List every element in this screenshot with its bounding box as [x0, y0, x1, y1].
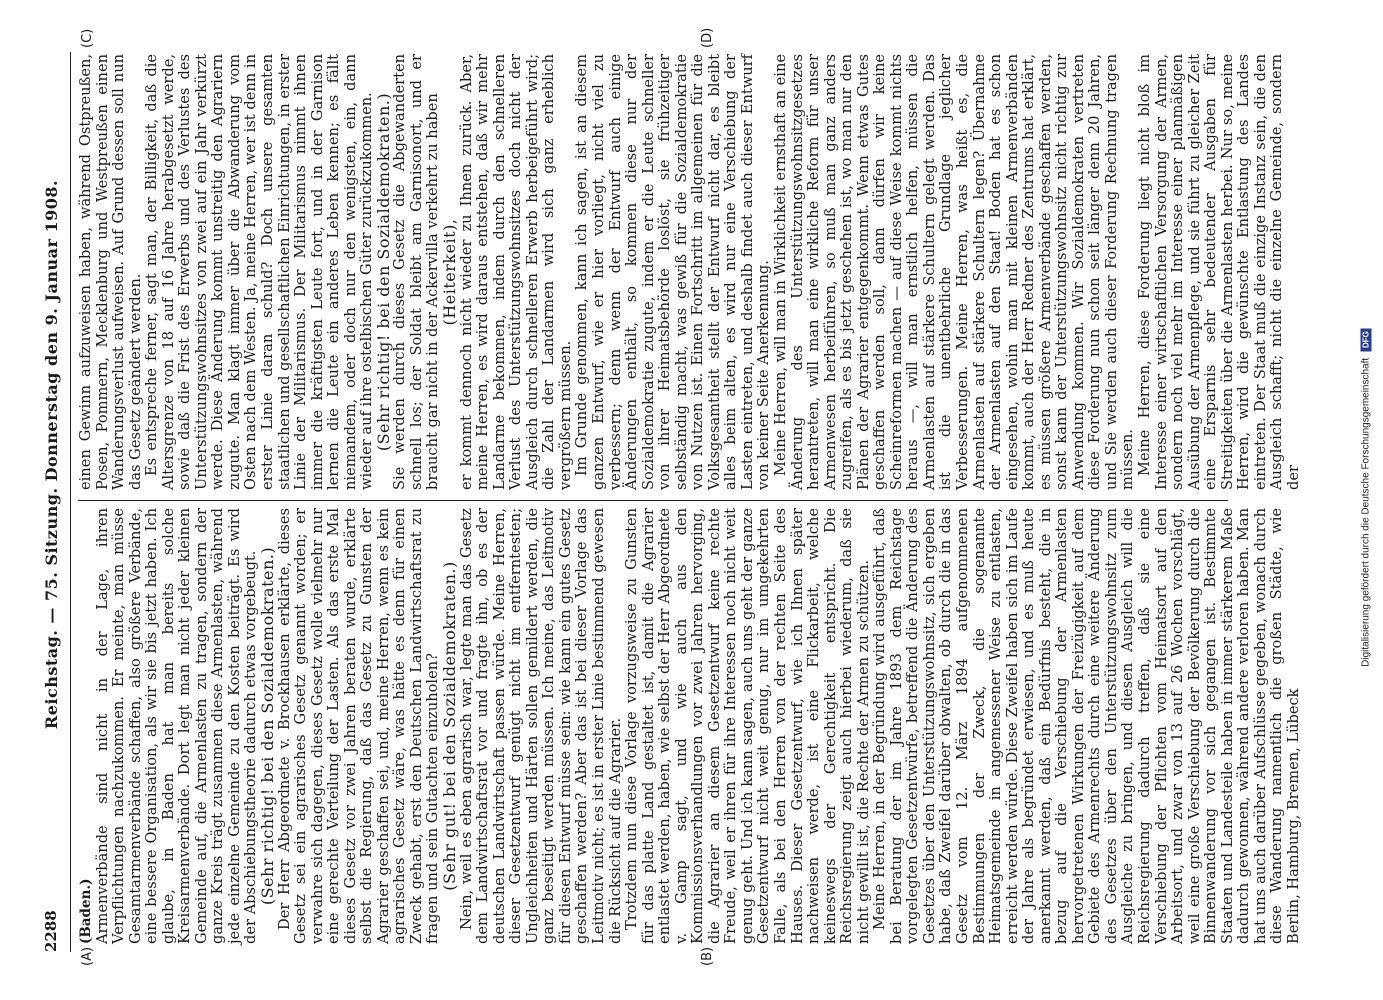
margin-marker-a: (A) — [80, 946, 95, 966]
header-rule — [70, 52, 71, 952]
paragraph: Meine Herren, in der Begründung wird ausgeführt, daß bei Beratung der im Jahre 1893 dem Reichstage vorgelegten Gesetzentwürfe, betreffend die Änderung des Gesetzes über den Unterstützungswohnsitz, sich ergeben habe, daß Zweifel darüber obwalten, ob durch die in das Gesetz vom 12. März 1894 aufgenommenen Bestimmungen der Zweck, die sogenannte Heimatsgemeinde in angemessener Weise zu entlasten, erreicht werden würde. Diese Zweifel haben sich im Laufe der Jahre als begründet erwiesen, und es muß heute anerkannt werden, daß ein Bedürfnis besteht, die in bezug auf die Verschiebung der Armenlasten hervorgetretenen Wirkungen der Freizügigkeit auf dem Gebiete des Armenrechts durch eine weitere Änderung des Gesetzes über den Unterstützungswohnsitz zum Ausgleiche zu bringen, und diesen Ausgleich will die Reichsregierung dadurch treffen, daß sie eine Verschiebung der Pflichten vom Heimatsort auf den Arbeitsort, und zwar von 13 auf 26 Wochen vorschlägt, weil eine große Verschiebung der Bevölkerung durch die Binnenwanderung vor sich gegangen ist. Bestimmte Staaten und Landesteile haben in immer stärkerem Maße dadurch gewonnen, während andere verloren haben. Man hat uns auch darüber Aufschlüsse gegeben, wonach durch diese Wanderung namentlich die großen Städte, wie Berlin, Hamburg, Bremen, Lübeck — [871, 508, 1302, 944]
margin-marker-b: (B) — [700, 946, 715, 966]
margin-marker-c: (C) — [80, 28, 95, 48]
left-column — [78, 508, 1302, 944]
paragraph: einen Gewinn aufzuweisen haben, während Ostpreußen, Posen, Pommern, Mecklenburg und Westpreußen einen Wanderungsverlust aufweisen. Auf Grund dessen soll nun das Gesetz geändert werden. — [77, 54, 144, 490]
paragraph: Armenverbände sind nicht in der Lage, ihren Verpflichtungen nachzukommen. Er meinte, man müsse Gesamtarmenverbände schaffen, also größere Verbände, eine bessere Organisation, als wir sie bis jetzt haben. Ich glaube, in Baden hat man bereits solche Kreisarmenverbände. Dort legt man nicht jeder kleinen Gemeinde auf, die Armenlasten zu tragen, sondern der ganze Kreis trägt zusammen diese Armenlasten, während jede einzelne Gemeinde zu den Kosten beiträgt. Es wird der Abschiebungstheorie dadurch etwas vorgebeugt. — [93, 508, 260, 944]
paragraph: Der Herr Abgeordnete v. Brockhausen erklärte, dieses Gesetz sei ein agrarisches Gesetz genannt worden; er verwahre sich dagegen, dieses Gesetz wolle vielmehr nur eine gerechte Verteilung der Lasten. Als das erste Mal dieses Gesetz vor zwei Jahren beraten wurde, erklärte selbst die Regierung, daß das Gesetz zu Gunsten der Agrarier geschaffen sei, und, meine Herren, wenn es kein agrarisches Gesetz wäre, was hätte es denn für einen Zweck gehabt, erst den Deutschen Landwirtschaftsrat zu fragen und sein Gutachten einzuholen? — [275, 508, 442, 944]
interjection: (Sehr gut! bei den Sozialdemokraten.) — [440, 561, 460, 891]
margin-marker-d: (D) — [700, 27, 715, 48]
paragraph: Im Grunde genommen, kann ich sagen, ist an diesem ganzen Entwurf, wie er hier vorliegt, nicht viel zu verbessern; denn wenn der Entwurf auch einige Änderungen enthält, so kommen diese nur der Sozialdemokratie zugute, indem er die Leute schneller von ihrer Heimatsbehörde loslöst, sie frühzeitiger selbständig macht, was gewiß für die Sozialdemokratie von Nutzen ist. Einen Fortschritt im allgemeinen für die Volksgesamtheit stellt der Entwurf nicht dar, es bleibt alles beim alten, es wird nur eine Verschiebung der Lasten eintreten, und deshalb findet auch dieser Entwurf von keiner Seite Anerkennung. — [573, 54, 773, 490]
paragraph: Es entspreche ferner, sagt man, der Billigkeit, daß die Altersgrenze von 18 auf 16 Jahre herabgesetzt werde, sowie daß die Frist des Erwerbs und des Verlustes des Unterstützungswohnsitzes von zwei auf ein Jahr verkürzt werde. Diese Änderung kommt unstreitig den Agrariern zugute. Man klagt immer über die Abwanderung vom Osten nach dem Westen. Ja, meine Herren, wer ist denn in erster Linie daran schuld? Doch unsere gesamten staatlichen und gesellschaftlichen Einrichtungen, in erster Linie der Militarismus. Der Militarismus nimmt ihnen immer die kräftigsten Leute fort, und in der Garnison lernen die Leute ein anderes Leben kennen; es fällt niemandem, oder doch nur den wenigsten, ein, dann wieder auf ihre ostelbischen Güter zurückzukommen. — [143, 54, 376, 490]
paragraph: Nein, weil es eben agrarisch war, legte man das Gesetz dem Landwirtschaftsrat vor und fragte ihn, ob es der deutschen Landwirtschaft passen würde. Meine Herren, dieser Gesetzentwurf genügt nicht im entferntesten; Ungleichheiten und Härten sollen gemildert werden, die ganz beseitigt werden müssen. Ich meine, das Leitmotiv für diesen Entwurf müsse sein: wie kann ein gutes Gesetz geschaffen werden? Aber das ist bei dieser Vorlage das Leitmotiv nicht; es ist in erster Linie bestimmend gewesen die Rücksicht auf die Agrarier. — [457, 508, 624, 944]
page-header — [42, 52, 66, 952]
interjection: (Heiterkeit), — [440, 218, 460, 326]
section-label: (Baden.) — [78, 878, 94, 944]
running-head: Reichstag. — 75. Sitzung. Donnerstag den 9. Januar 1908. — [42, 179, 61, 730]
column-divider — [78, 500, 1228, 501]
interjection: (Sehr richtig! bei den Sozialdemokraten.) — [258, 546, 278, 906]
paragraph: Meine Herren, diese Forderung liegt nicht bloß im Interesse einer wirtschaftlichen Versorgung der Armen, sondern noch viel mehr im Interesse einer planmäßigen Ausübung der Armenpflege, und sie führt zu gleicher Zeit eine Ersparnis sehr bedeutender Ausgaben für Streitigkeiten über die Armenlasten herbei. Nur so, meine Herren, wird die gewünschte Entlastung des Landes eintreten. Der Staat muß die einzige Instanz sein, die den Ausgleich schafft; nicht die einzelne Gemeinde, sondern der — [1136, 54, 1302, 490]
page-number: 2288 — [42, 910, 60, 952]
dfg-logo: DFG — [1361, 328, 1372, 351]
interjection: (Sehr richtig! bei den Sozialdemokraten.) — [373, 92, 393, 452]
paragraph: Trotzdem nun diese Vorlage vorzugsweise zu Gunsten für das platte Land gestaltet ist, damit die Agrarier entlastet werden, haben, wie selbst der Herr Abgeordnete v. Gamp sagt, und wie auch aus den Kommissionsverhandlungen vor zwei Jahren hervorging, die Agrarier an diesem Gesetzentwurf keine rechte Freude, weil er ihren für ihre Interessen noch nicht weit genug geht. Und ich kann sagen, auch uns geht der ganze Gesetzentwurf nicht weit genug, nur im umgekehrten Falle, als bei den Herren von der rechten Seite des Hauses. Dieser Gesetzentwurf, wie ich Ihnen später nachweisen werde, ist eine Flickarbeit, welche keineswegs der Gerechtigkeit entspricht. Die Reichsregierung zeigt auch hierbei wiederum, daß sie nicht gewillt ist, die Rechte der Armen zu schützen. — [623, 508, 872, 944]
digitization-credit: Digitalisierung gefördert durch die Deutsche Forschungsgemeinschaft — [1360, 357, 1372, 667]
paragraph: er kommt dennoch nicht wieder zu Ihnen zurück. Aber, meine Herren, es wird daraus entstehen, daß wir mehr Landarme bekommen, indem durch den schnelleren Verlust des Unterstützungswohnsitzes doch nicht der Ausgleich durch schnelleren Erwerb herbeigeführt wird; die Zahl der Landarmen wird sich ganz erheblich vergrößern müssen. — [457, 54, 574, 490]
right-column — [78, 54, 1302, 490]
paragraph: Meine Herren, will man in Wirklichkeit ernsthaft an eine Änderung des Unterstützungswohnsitzgesetzes herantreten, will man eine wirkliche Reform für unser Armenwesen herbeiführen, so muß man ganz anders zugreifen, als es bis jetzt geschehen ist, wo man nur den Plänen der Agrarier entgegenkommt. Wenn etwas Gutes geschaffen werden soll, dann dürfen wir keine Scheinreformen machen — auf diese Weise kommt nichts heraus —, will man ernstlich helfen, müssen die Armenlasten auf stärkere Schultern gelegt werden. Das ist die unentbehrliche Grundlage jeglicher Verbesserungen. Meine Herren, was heißt es, die Armenlasten auf stärkere Schultern legen? Übernahme der Armenlasten auf den Staat! Boden hat es schon eingesehen, wohin man mit kleinen Armenverbänden kommt, auch der Herr Redner des Zentrums hat erklärt, es müssen größere Armenverbände geschaffen werden, sonst kann der Unterstützungswohnsitz nicht richtig zur Anwendung kommen. Wir Sozialdemokraten vertreten diese Forderung nun schon seit länger denn 20 Jahren, und Sie werden auch dieser Forderung Rechnung tragen müssen. — [771, 54, 1137, 490]
paragraph: Sie werden durch dieses Gesetz die Abgewanderten schnell los; der Soldat bleibt am Garnisonort, und er braucht gar nicht in der Ackervilla verkehrt zu haben — [391, 54, 442, 490]
